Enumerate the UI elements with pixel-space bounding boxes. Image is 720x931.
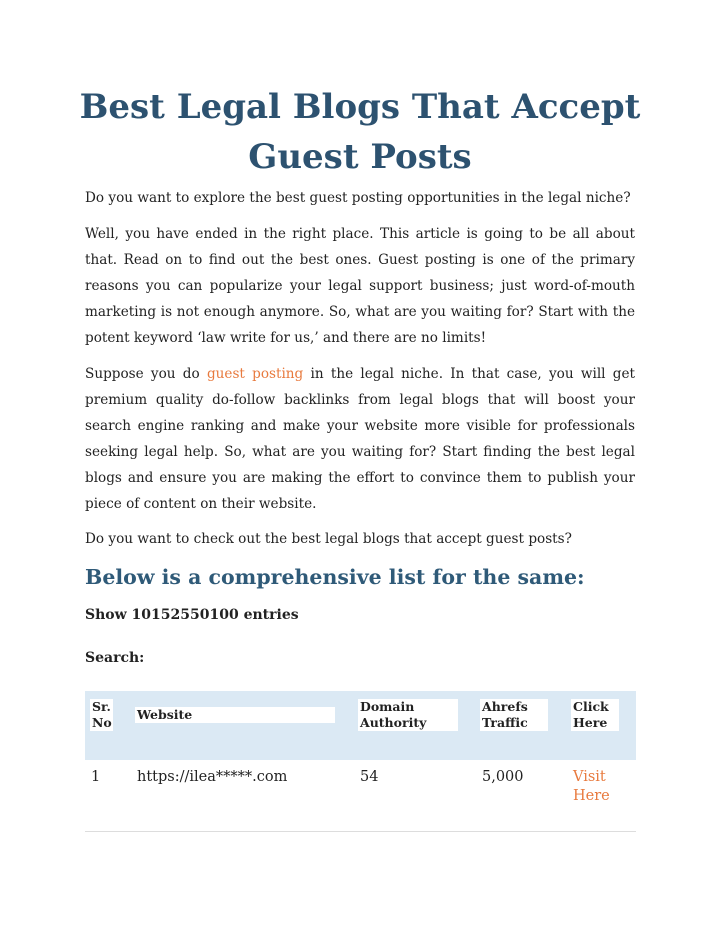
list-subheading: Below is a comprehensive list for the same: xyxy=(85,565,585,589)
cell-website: https://ilea*****.com xyxy=(137,769,288,785)
header-domain-authority[interactable]: Domain Authority xyxy=(358,699,458,731)
table-divider xyxy=(85,831,636,832)
cell-domain-authority: 54 xyxy=(360,769,379,785)
body-paragraph-1: Well, you have ended in the right place. This article is going to be all about that. Read on to find out the best ones. Guest posting is one of the primary reasons you can popularize your legal support business; just word-of-mouth marketing is not enough anymore. So, what are you waiting for? Start with the potent keyword ‘law write for us,’ and there are no limits! xyxy=(85,226,635,346)
header-click-here[interactable]: Click Here xyxy=(571,699,619,731)
header-ahrefs-traffic[interactable]: Ahrefs Traffic xyxy=(480,699,548,731)
body-paragraph-2 xyxy=(85,361,635,517)
para-text-after-link: in the legal niche. In that case, you will get premium quality do-follow backlinks from legal blogs that will boost your search engine ranking and make your website more visible for professionals seeking legal help. So, what are you waiting for? Start finding the best legal blogs and ensure you are making the effort to convince them to publish your piece of content on their website. xyxy=(85,366,635,512)
page-title: Best Legal Blogs That Accept Guest Posts xyxy=(79,87,641,177)
question-paragraph: Do you want to check out the best legal blogs that accept guest posts? xyxy=(85,531,572,547)
guest-posting-link[interactable]: guest posting xyxy=(206,366,304,382)
search-label: Search: xyxy=(85,650,145,666)
cell-ahrefs-traffic: 5,000 xyxy=(482,769,524,785)
show-entries-control[interactable]: Show 10152550100 entries xyxy=(85,607,299,623)
header-sr-no[interactable]: Sr. No xyxy=(92,699,112,730)
table-header-row xyxy=(85,691,636,760)
cell-sr-no: 1 xyxy=(91,769,101,785)
intro-paragraph: Do you want to explore the best guest posting opportunities in the legal niche? xyxy=(85,190,631,206)
visit-here-link[interactable]: Visit Here xyxy=(573,769,610,804)
header-website[interactable]: Website xyxy=(135,707,335,723)
para-text-before-link: Suppose you do xyxy=(85,366,207,382)
